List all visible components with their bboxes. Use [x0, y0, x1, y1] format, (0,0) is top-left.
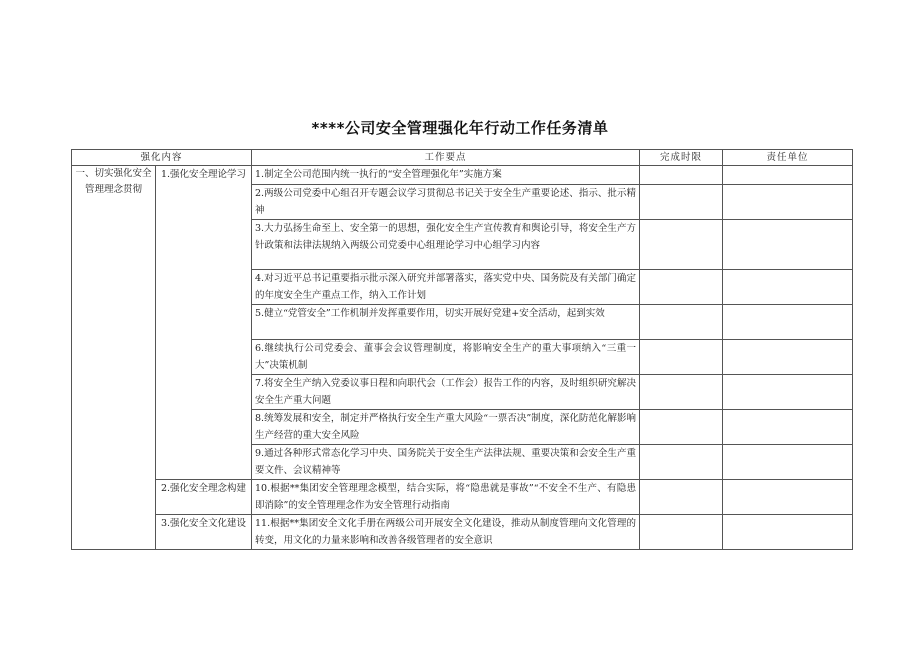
task-item: 11.根据**集团安全文化手册在两级公司开展安全文化建设，推动从制度管理向文化管理的转变，用文化的力量来影响和改善各级管理者的安全意识	[252, 515, 640, 550]
unit-cell	[723, 375, 853, 410]
deadline-cell	[640, 410, 723, 445]
header-row	[72, 150, 853, 166]
category-cell: 一、切实强化安全管理理念贯彻	[72, 166, 156, 550]
unit-cell	[723, 166, 853, 185]
deadline-cell	[640, 340, 723, 375]
deadline-cell	[640, 185, 723, 220]
deadline-cell	[640, 375, 723, 410]
unit-cell	[723, 185, 853, 220]
task-table	[71, 149, 853, 550]
table-row	[72, 515, 853, 550]
task-item: 9.通过各种形式常态化学习中央、国务院关于安全生产法律法规、重要决策和会安全生产重要文件、会议精神等	[252, 445, 640, 480]
deadline-cell	[640, 305, 723, 340]
deadline-cell	[640, 270, 723, 305]
task-item: 4.对习近平总书记重要指示批示深入研究并部署落实，落实党中央、国务院及有关部门确定的年度安全生产重点工作，纳入工作计划	[252, 270, 640, 305]
unit-cell	[723, 515, 853, 550]
header-content: 强化内容	[72, 150, 252, 166]
unit-cell	[723, 270, 853, 305]
header-key-points: 工作要点	[252, 150, 640, 166]
header-unit: 责任单位	[723, 150, 853, 166]
task-item: 7.将安全生产纳入党委议事日程和向职代会（工作会）报告工作的内容，及时组织研究解决安全生产重大问题	[252, 375, 640, 410]
task-item: 10.根据**集团安全管理理念模型，结合实际，将“隐患就是事故”“不安全不生产、有隐患即消除”的安全管理理念作为安全管理行动指南	[252, 480, 640, 515]
deadline-cell	[640, 480, 723, 515]
task-item: 8.统筹发展和安全，制定并严格执行安全生产重大风险“一票否决”制度，深化防范化解影响生产经营的重大安全风险	[252, 410, 640, 445]
unit-cell	[723, 445, 853, 480]
table-row	[72, 166, 853, 185]
deadline-cell	[640, 445, 723, 480]
task-item: 2.两级公司党委中心组召开专题会议学习贯彻总书记关于安全生产重要论述、指示、批示精神	[252, 185, 640, 220]
unit-cell	[723, 340, 853, 375]
deadline-cell	[640, 166, 723, 185]
task-item: 5.健立“党管安全”工作机制并发挥重要作用，切实开展好党建+安全活动，起到实效	[252, 305, 640, 340]
subcategory-cell: 3.强化安全文化建设	[156, 515, 252, 550]
task-item: 6.继续执行公司党委会、董事会会议管理制度，将影响安全生产的重大事项纳入“三重一大”决策机制	[252, 340, 640, 375]
task-item: 1.制定全公司范围内统一执行的“安全管理强化年”实施方案	[252, 166, 640, 185]
task-item: 3.大力弘扬生命至上、安全第一的思想，强化安全生产宣传教育和舆论引导，将安全生产方针政策和法律法规纳入两级公司党委中心组理论学习中心组学习内容	[252, 220, 640, 270]
deadline-cell	[640, 220, 723, 270]
table-row	[72, 480, 853, 515]
subcategory-cell: 2.强化安全理念构建	[156, 480, 252, 515]
deadline-cell	[640, 515, 723, 550]
header-deadline: 完成时限	[640, 150, 723, 166]
unit-cell	[723, 410, 853, 445]
unit-cell	[723, 220, 853, 270]
subcategory-cell: 1.强化安全理论学习	[156, 166, 252, 480]
unit-cell	[723, 305, 853, 340]
unit-cell	[723, 480, 853, 515]
document-title: ****公司安全管理强化年行动工作任务清单	[311, 119, 609, 137]
